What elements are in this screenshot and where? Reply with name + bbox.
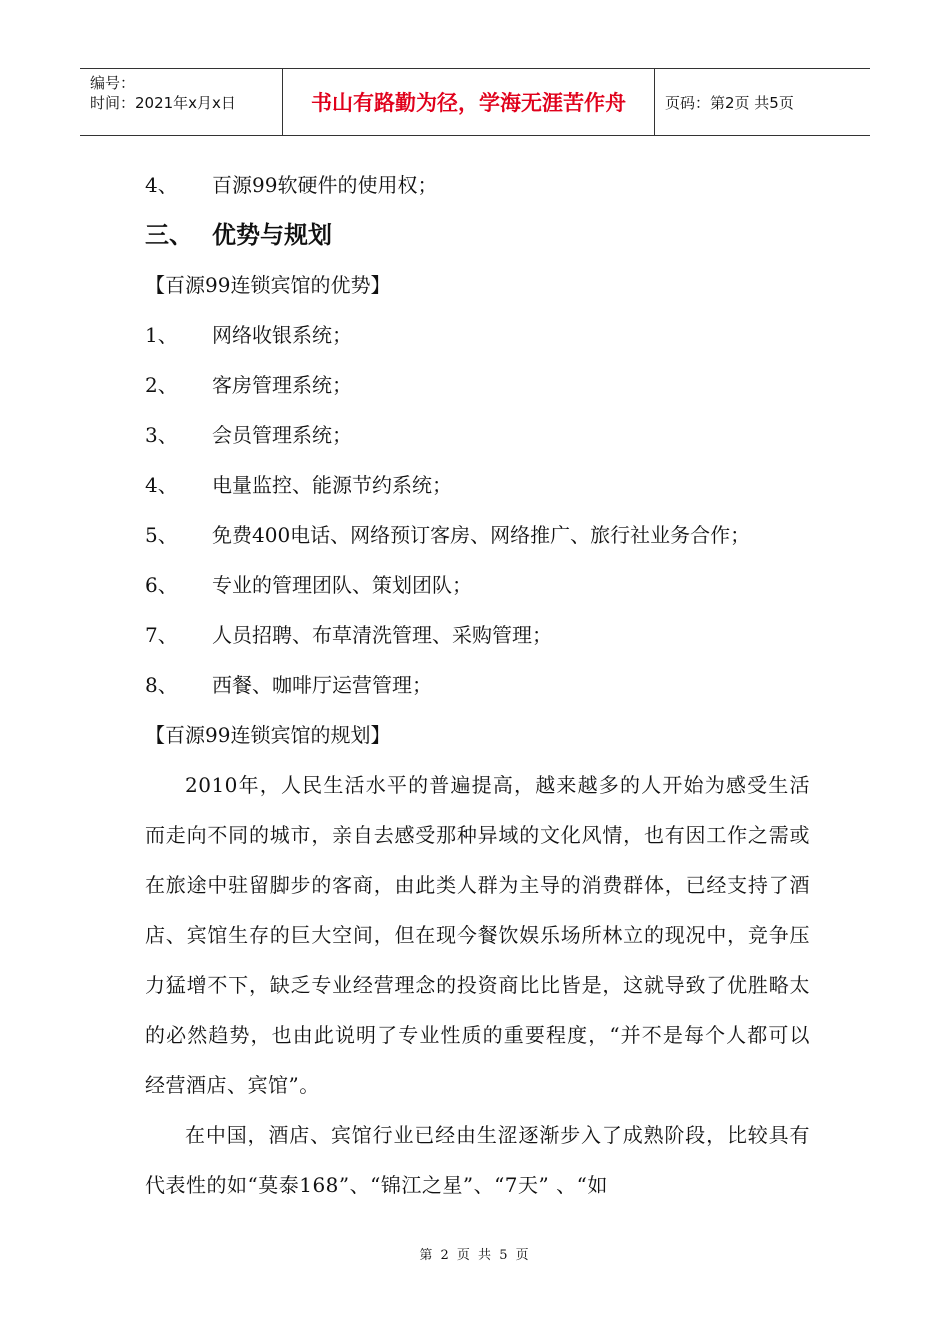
- list-item: [145, 310, 810, 360]
- header-meta: [80, 69, 283, 135]
- list-item-number: 8、: [145, 673, 178, 697]
- list-item-text: 西餐、咖啡厅运营管理；: [212, 673, 432, 697]
- planning-title: 【百源99连锁宾馆的规划】: [145, 723, 391, 747]
- list-item-text: 百源99软硬件的使用权；: [212, 173, 438, 197]
- list-item-text: 专业的管理团队、策划团队；: [212, 573, 472, 597]
- document-body: [145, 160, 810, 1210]
- list-item-text: 人员招聘、布草清洗管理、采购管理；: [212, 623, 552, 647]
- header-page-label: 页码：第2页 共5页: [665, 93, 794, 112]
- list-item: [145, 660, 810, 710]
- list-item-number: 6、: [145, 573, 178, 597]
- list-item-number: 3、: [145, 423, 178, 447]
- list-item-text: 电量监控、能源节约系统；: [212, 473, 452, 497]
- list-item-text: 免费400电话、网络预订客房、网络推广、旅行社业务合作；: [212, 523, 751, 547]
- list-item: [145, 160, 810, 210]
- list-item: [145, 510, 810, 560]
- section-heading: [145, 210, 810, 260]
- list-item: [145, 360, 810, 410]
- list-item: [145, 460, 810, 510]
- list-item-number: 4、: [145, 473, 178, 497]
- advantages-title: 【百源99连锁宾馆的优势】: [145, 273, 391, 297]
- body-paragraph: 在中国，酒店、宾馆行业已经由生涩逐渐步入了成熟阶段，比较具有代表性的如“莫泰168”、“锦江之星”、“7天” 、“如: [145, 1123, 810, 1197]
- body-paragraph: 2010年，人民生活水平的普遍提高，越来越多的人开始为感受生活而走向不同的城市，亲自去感受那种异域的文化风情，也有因工作之需或在旅途中驻留脚步的客商，由此类人群为主导的消费群体，已经支持了酒店、宾馆生存的巨大空间，但在现今餐饮娱乐场所林立的现况中，竞争压力猛增不下，缺乏专业经营理念的投资商比比皆是，这就导致了优胜略太的必然趋势，也由此说明了专业性质的重要程度，“并不是每个人都可以经营酒店、宾馆”。: [145, 773, 810, 1097]
- section-number: 三、: [145, 221, 193, 249]
- page-header: [80, 68, 870, 136]
- page-footer: 第 2 页 共 5 页: [419, 1248, 531, 1263]
- list-item-number: 2、: [145, 373, 178, 397]
- list-item: [145, 610, 810, 660]
- header-motto: 书山有路勤为径，学海无涯苦作舟: [283, 69, 655, 135]
- list-item-number: 4、: [145, 173, 178, 197]
- document-number-label: 编号：: [90, 74, 136, 92]
- list-item: [145, 560, 810, 610]
- list-item: [145, 410, 810, 460]
- list-item-number: 7、: [145, 623, 178, 647]
- list-item-number: 5、: [145, 523, 178, 547]
- document-time-label: 时间：2021年x月x日: [90, 94, 236, 112]
- list-item-text: 网络收银系统；: [212, 323, 352, 347]
- section-title: 优势与规划: [212, 221, 332, 249]
- list-item-text: 客房管理系统；: [212, 373, 352, 397]
- list-item-number: 1、: [145, 323, 178, 347]
- list-item-text: 会员管理系统；: [212, 423, 352, 447]
